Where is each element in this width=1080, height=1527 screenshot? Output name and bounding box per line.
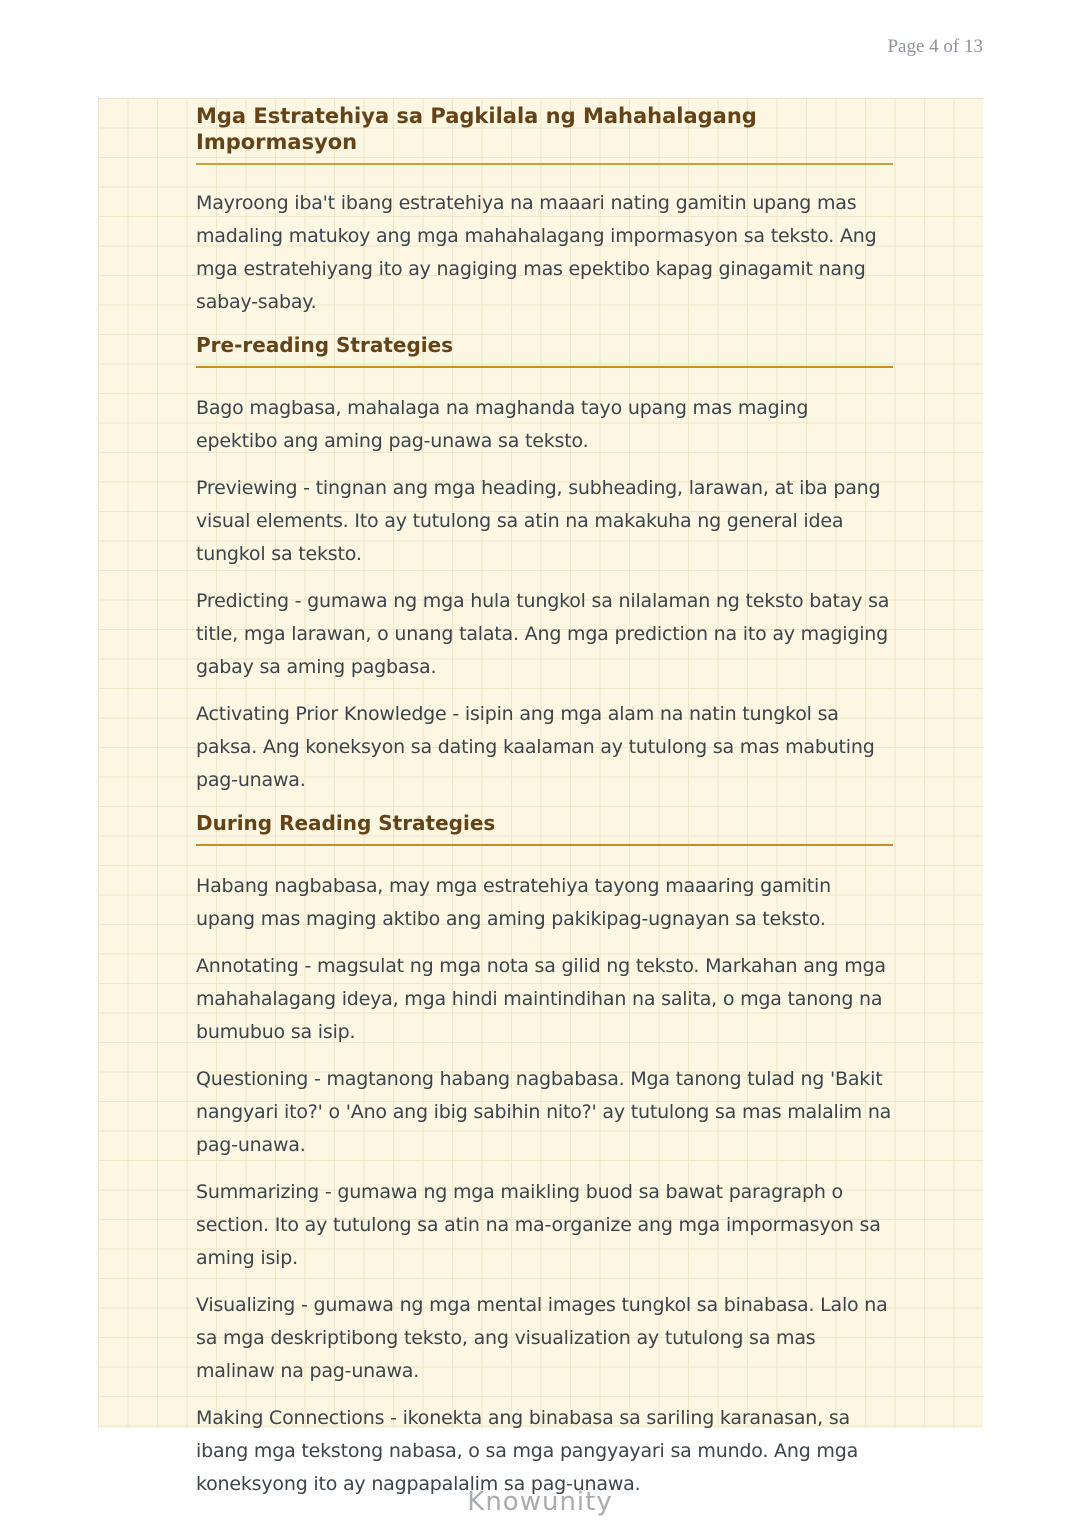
paragraph-making-connections: Making Connections - ikonekta ang binabasa sa sariling karanasan, sa ibang mga tekstong nabasa, o sa mga pangyayari sa mundo. Ang mga koneksyong ito ay nagpapalalim sa pag-unawa. (196, 1407, 859, 1495)
document-title: Mga Estratehiya sa Pagkilala ng Mahahalagang Impormasyon (196, 103, 893, 165)
page-number: Page 4 of 13 (887, 36, 983, 57)
footer-brand: Knowunity (467, 1487, 613, 1517)
grid-paper (98, 98, 983, 1495)
paragraph-predicting: Predicting - gumawa ng mga hula tungkol sa nilalaman ng teksto batay sa title, mga larawan, o unang talata. Ang mga prediction na ito ay magiging gabay sa aming pagbasa. (196, 590, 890, 678)
paragraph-questioning: Questioning - magtanong habang nagbabasa. Mga tanong tulad ng 'Bakit nangyari ito?' o 'Ano ang ibig sabihin nito?' ay tutulong sa mas malalim na pag-unawa. (196, 1068, 892, 1156)
section-heading-pre-reading: Pre-reading Strategies (196, 333, 893, 368)
paragraph-previewing: Previewing - tingnan ang mga heading, subheading, larawan, at iba pang visual elements. Ito ay tutulong sa atin na makakuha ng general idea tungkol sa teksto. (196, 477, 881, 565)
paragraph-activating-prior-knowledge: Activating Prior Knowledge - isipin ang mga alam na natin tungkol sa paksa. Ang koneksyon sa dating kaalaman ay tutulong sa mas mabuting pag-unawa. (196, 703, 875, 791)
paragraph-visualizing: Visualizing - gumawa ng mga mental images tungkol sa binabasa. Lalo na sa mga deskriptibong teksto, ang visualization ay tutulong sa mas malinaw na pag-unawa. (196, 1294, 888, 1382)
section-heading-during-reading: During Reading Strategies (196, 811, 893, 846)
paragraph-summarizing: Summarizing - gumawa ng mga maikling buod sa bawat paragraph o section. Ito ay tutulong sa atin na ma-organize ang mga impormasyon sa aming isip. (196, 1181, 881, 1269)
intro-paragraph: Mayroong iba't ibang estratehiya na maaari nating gamitin upang mas madaling matukoy ang mga mahahalagang impormasyon sa teksto. Ang mga estratehiyang ito ay nagiging mas epektibo kapag ginagamit nang sabay-sabay. (196, 192, 877, 313)
paragraph-bago-magbasa: Bago magbasa, mahalaga na maghanda tayo upang mas maging epektibo ang aming pag-unawa sa teksto. (196, 397, 809, 452)
paragraph-habang-nagbabasa: Habang nagbabasa, may mga estratehiya tayong maaaring gamitin upang mas maging aktibo ang aming pakikipag-ugnayan sa teksto. (196, 875, 831, 930)
paragraph-annotating: Annotating - magsulat ng mga nota sa gilid ng teksto. Markahan ang mga mahahalagang ideya, mga hindi maintindihan na salita, o mga tanong na bumubuo sa isip. (196, 955, 886, 1043)
